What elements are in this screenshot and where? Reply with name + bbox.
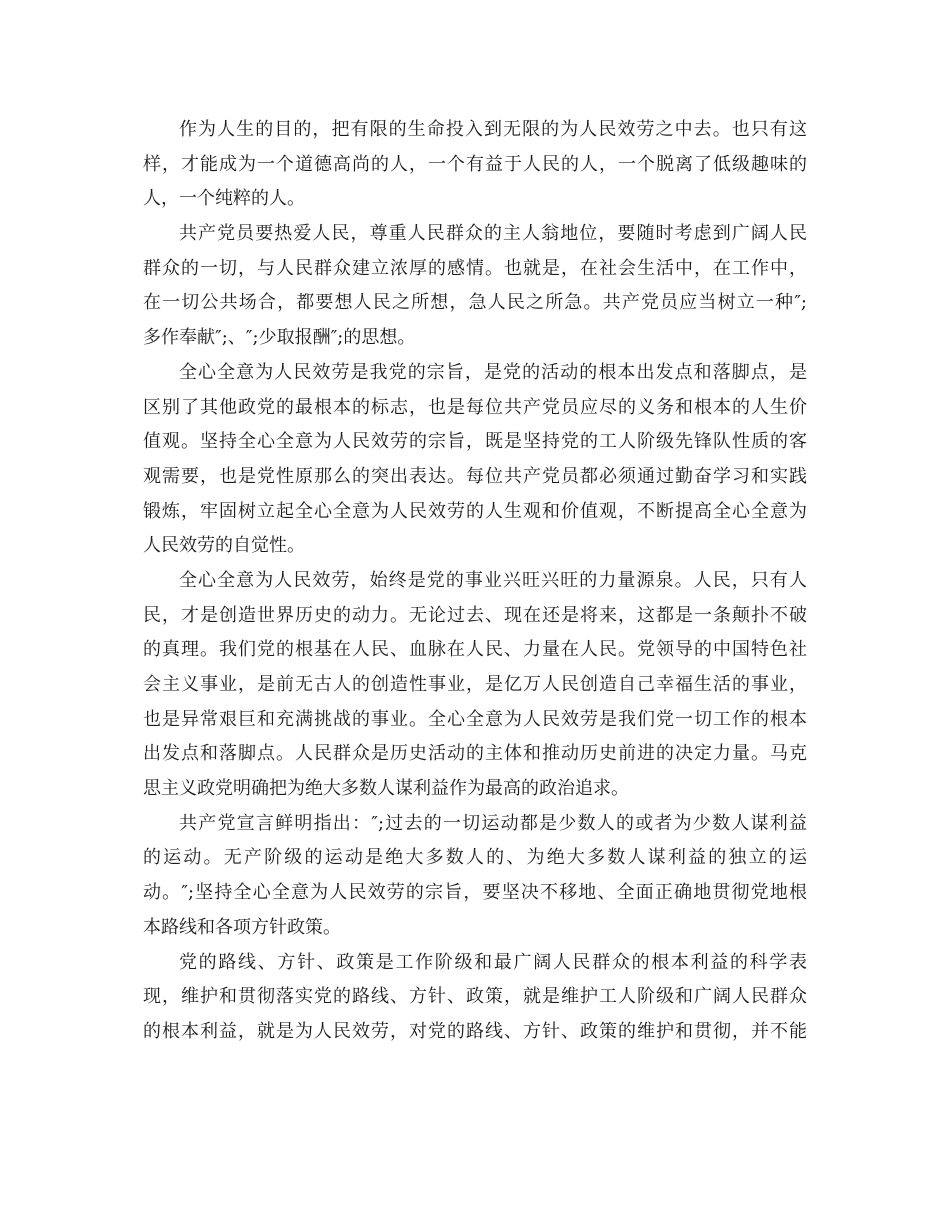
text-line: 出发点和落脚点。人民群众是历史活动的主体和推动历史前进的决定力量。马克 bbox=[143, 743, 807, 765]
text-line: 作为人生的目的，把有限的生命投入到无限的为人民效劳之中去。也只有这 bbox=[179, 119, 807, 140]
text-line: 群众的一切，与人民群众建立浓厚的感情。也就是，在社会生活中，在工作中， bbox=[143, 257, 807, 279]
text-line: 多作奉献″;、″;少取报酬″;的思想。 bbox=[143, 327, 416, 349]
text-line: 动。″;坚持全心全意为人民效劳的宗旨，要坚决不移地、全面正确地贯彻党地根 bbox=[143, 882, 807, 904]
text-line: 也是异常艰巨和充满挑战的事业。全心全意为人民效劳是我们党一切工作的根本 bbox=[143, 708, 807, 730]
text-line: 在一切公共场合，都要想人民之所想，急人民之所急。共产党员应当树立一种″; bbox=[143, 292, 807, 314]
text-line: 区别了其他政党的最根本的标志，也是每位共产党员应尽的义务和根本的人生价 bbox=[143, 396, 807, 418]
text-line: 的真理。我们党的根基在人民、血脉在人民、力量在人民。党领导的中国特色社 bbox=[143, 639, 807, 661]
text-line: 共产党宣言鲜明指出：″;过去的一切运动都是少数人的或者为少数人谋利益 bbox=[179, 812, 807, 834]
text-line: 观需要，也是党性原那么的突出表达。每位共产党员都必须通过勤奋学习和实践 bbox=[143, 465, 807, 487]
text-line: 的根本利益，就是为人民效劳，对党的路线、方针、政策的维护和贯彻，并不能 bbox=[143, 1020, 807, 1042]
text-line: 人，一个纯粹的人。 bbox=[143, 188, 305, 210]
text-line: 人民效劳的自觉性。 bbox=[143, 535, 305, 557]
document-body bbox=[143, 113, 807, 1050]
text-line: 全心全意为人民效劳，始终是党的事业兴旺兴旺的力量源泉。人民，只有人 bbox=[179, 569, 807, 591]
text-line: 民，才是创造世界历史的动力。无论过去、现在还是将来，这都是一条颠扑不破 bbox=[143, 604, 807, 626]
text-line: 共产党员要热爱人民，尊重人民群众的主人翁地位，要随时考虑到广阔人民 bbox=[179, 223, 807, 245]
text-line: 思主义政党明确把为绝大多数人谋利益作为最高的政治追求。 bbox=[143, 778, 629, 800]
text-line: 现，维护和贯彻落实党的路线、方针、政策，就是维护工人阶级和广阔人民群众 bbox=[143, 986, 807, 1008]
text-line: 样，才能成为一个道德高尚的人，一个有益于人民的人，一个脱离了低级趣味的 bbox=[143, 153, 807, 175]
text-line: 锻炼，牢固树立起全心全意为人民效劳的人生观和价值观，不断提高全心全意为 bbox=[143, 500, 807, 522]
text-line: 的运动。无产阶级的运动是绝大多数人的、为绝大多数人谋利益的独立的运 bbox=[143, 847, 807, 869]
text-line: 党的路线、方针、政策是工作阶级和最广阔人民群众的根本利益的科学表 bbox=[179, 951, 807, 973]
text-line: 会主义事业，是前无古人的创造性事业，是亿万人民创造自己幸福生活的事业， bbox=[143, 674, 807, 695]
text-line: 本路线和各项方针政策。 bbox=[143, 916, 341, 938]
text-line: 全心全意为人民效劳是我党的宗旨，是党的活动的根本出发点和落脚点，是 bbox=[179, 361, 807, 383]
text-line: 值观。坚持全心全意为人民效劳的宗旨，既是坚持党的工人阶级先锋队性质的客 bbox=[143, 431, 807, 453]
